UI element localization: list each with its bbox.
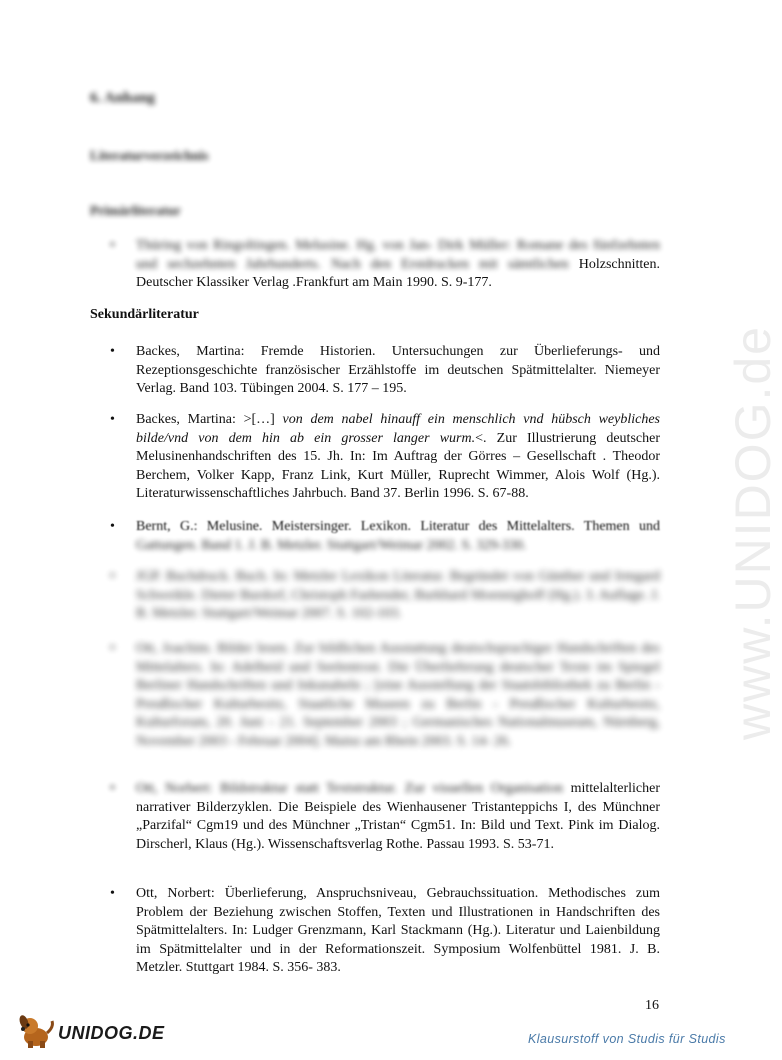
primary-heading: Primärliteratur: [90, 203, 181, 218]
entry-text: Backes, Martina: Fremde Historien. Untersuchungen zur Überlieferungs- und Rezeptionsgeschichte französischer Erzählstoffe im deutschen Spätmittelalter. Niemeyer Verlag. Band 103. Tübingen 2004. S. 177 – 195.: [136, 344, 660, 397]
list-item: [112, 780, 660, 854]
entry-prefix: Backes, Martina: >[…]: [136, 412, 283, 427]
page-number: 16: [645, 998, 659, 1013]
bullet: •: [110, 781, 115, 796]
list-item: [112, 518, 660, 555]
logo[interactable]: [14, 1013, 165, 1049]
watermark: [672, 300, 781, 740]
watermark-text: www.UNIDOG.de: [725, 325, 781, 740]
secondary-heading: Sekundärliteratur: [90, 307, 199, 322]
blurred-text: JGP. Buchdruck. Buch. In: Metzler Lexikon Literatur. Begründet von Günther und Irmgard Schweikle. Dieter Burdorf, Christoph Fasbender, Burkhard Moennighoff (Hg.). 3. Auflage. J. B. Metzler. Stuttgart/Weimar 2007. S. 102-103.: [136, 569, 660, 622]
primary-entry: [112, 237, 660, 293]
blurred-text: Ott, Norbert: Bildstruktur statt Textstruktur. Zur visuellen Organisation: [136, 781, 563, 796]
list-item: [112, 640, 660, 752]
bullet: •: [110, 641, 115, 656]
entry-suffix: <. Zur Illustrierung deutscher Melusinenhandschriften des 15. Jh. In: Im Auftrag der Görres – Gesellschaft . Theodor Berchem, Volker Kapp, Franz Link, Kurt Müller, Ruprecht Wimmer, Alois Wolf (Hg.). Literaturwissenschaftliches Jahrbuch. Band 37. Berlin 1996. S. 67-88.: [136, 430, 660, 502]
entry-italic: von dem nabel hinauff ein menschlich vnd hübsch weybliches bilde/vnd von dem hin ab ein grosser langer wurm.: [136, 412, 660, 446]
entry-text: Ott, Norbert: Überlieferung, Anspruchsniveau, Gebrauchssituation. Methodisches zum Problem der Beziehung zwischen Stoffen, Texten und Illustrationen in Handschriften des Spätmittelalters. In: Ludger Grenzmann, Karl Stackmann (Hg.). Literatur und Laienbildung im Spätmittelalter und in der Reformationszeit. Symposium Wolfenbüttel 1981. J. B. Metzler. Stuttgart 1984. S. 356- 383.: [136, 886, 660, 976]
entry-text: Bernt, G.: Melusine. Meistersinger. Lexikon. Literatur des Mittelalters. Themen und: [136, 519, 660, 534]
logo-text: UNIDOG.DE: [58, 1023, 165, 1043]
blurred-text: Ott, Joachim. Bilder lesen. Zur bildlichen Ausstattung deutschsprachiger Handschriften des Mittelalters. In: Adelheid und Seelentrost. Die Überlieferung deutscher Texte im Spiegel Berliner Handschriften und Inkunabeln ; [eine Ausstellung der Staatsbibliothek zu Berlin - Preußischer Kulturbesitz, Staatliche Museen zu Berlin - Preußischer Kulturbesitz, Kulturforum, 20. Juni - 21. September 2003 ; Germanisches Nationalmuseum, Nürnberg, November 2003 - Februar 2004]. Mainz am Rhein 2003. S. 14- 26.: [136, 641, 660, 749]
list-item: [112, 343, 660, 399]
entry-text: Holzschnitten. Deutscher Klassiker Verlag .Frankfurt am Main 1990. S. 9-177.: [136, 256, 661, 291]
list-item: [112, 568, 660, 624]
list-item: [112, 885, 660, 978]
bullet: •: [110, 238, 115, 253]
bullet: •: [110, 569, 115, 584]
bullet: •: [110, 344, 115, 359]
list-item: [112, 411, 660, 504]
blurred-text: Gattungen. Band 1. J. B. Metzler. Stuttgart/Weimar 2002. S. 329-330.: [136, 537, 527, 553]
entry-text: mittelalterlicher narrativer Bilderzyklen. Die Beispiele des Wienhausener Tristanteppichs I, des Münchner „Parzifal“ Cgm19 und des Münchner „Tristan“ Cgm51. In: Bild und Text. Pink im Dialog. Dirscherl, Klaus (Hg.). Wissenschaftsverlag Rothe. Passau 1993. S. 53-71.: [136, 781, 660, 852]
blurred-text: Thüring von Ringoltingen. Melusine. Hg. von Jan- Dirk Müller: Romane des fünfzehnten und sechzehnten Jahrhunderts. Nach den Erstdrucken mit sämtlichen: [136, 238, 660, 272]
footer-text: Klausurstoff von Studis für Studis: [528, 1032, 726, 1046]
bullet: •: [110, 519, 115, 534]
bullet: •: [110, 886, 115, 901]
dog-icon: [14, 1013, 56, 1049]
bullet: •: [110, 412, 115, 427]
section-title: 6. Anhang: [90, 90, 156, 106]
subtitle: Literaturverzeichnis: [90, 148, 209, 163]
